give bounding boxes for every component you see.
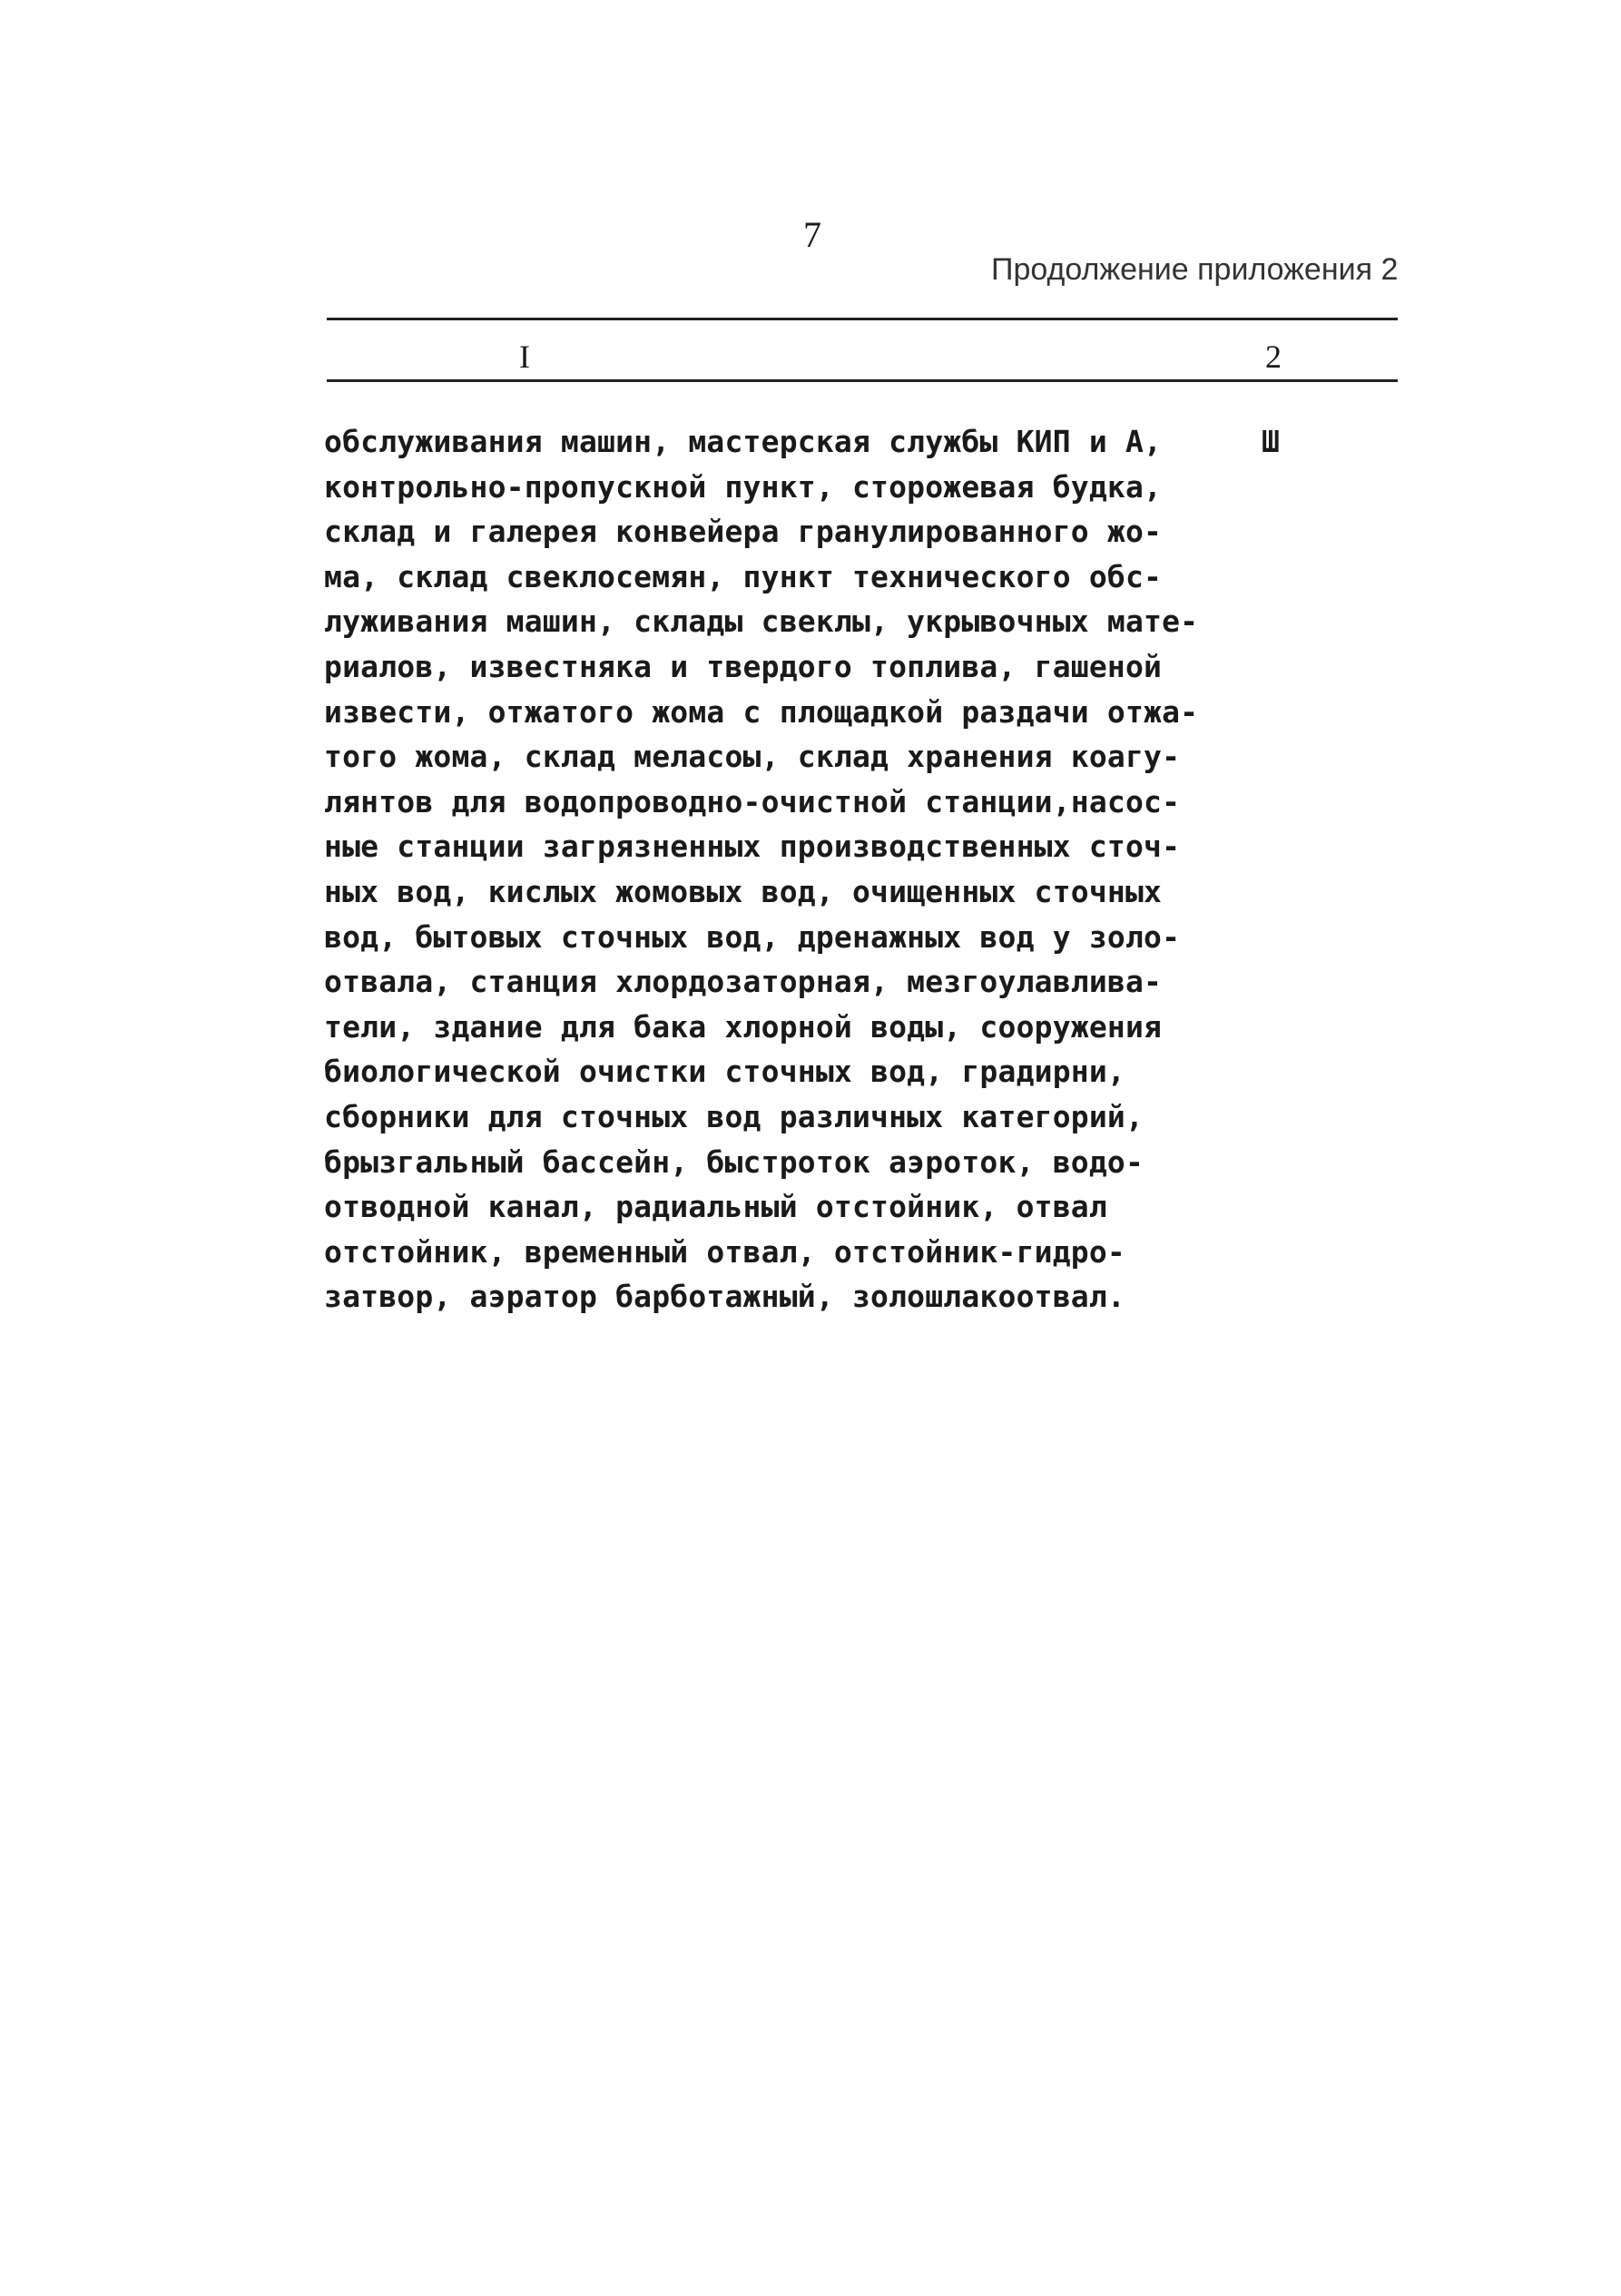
text-line: сборники для сточных вод различных категорий, (324, 1098, 1145, 1134)
text-line: того жома, склад меласоы, склад хранения коагу- (324, 739, 1181, 775)
text-line: тели, здание для бака хлорной воды, сооружения (324, 1008, 1163, 1045)
column-header-1: I (519, 339, 530, 375)
text-line: ма, склад свеклосемян, пункт технического обс- (324, 558, 1163, 594)
text-line: отвала, станция хлордозаторная, мезгоулавлива- (324, 964, 1163, 1000)
page-number: 7 (803, 214, 821, 255)
text-line: отстойник, временный отвал, отстойник-гидро- (324, 1233, 1125, 1270)
text-line: ные станции загрязненных производственных сточ- (324, 829, 1181, 865)
table-header-rule (327, 379, 1398, 382)
text-line: риалов, известняка и твердого топлива, гашеной (324, 648, 1163, 684)
text-line: биологической очистки сточных вод, градирни, (324, 1054, 1125, 1090)
table-top-rule (327, 318, 1398, 320)
text-line: извести, отжатого жома с площадкой раздачи отжа- (324, 693, 1199, 730)
text-line: обслуживания машин, мастерская службы КИП и А, (324, 424, 1163, 459)
text-line: брызгальный бассейн, быстроток аэроток, водо- (324, 1143, 1145, 1180)
text-line: вод, бытовых сточных вод, дренажных вод у золо- (324, 918, 1181, 955)
column-header-2: 2 (1265, 339, 1282, 375)
text-line: затвор, аэратор барботажный, золошлакоотвал. (324, 1279, 1125, 1315)
category-value: Ш (1262, 424, 1280, 459)
text-line: отводной канал, радиальный отстойник, отвал (324, 1189, 1107, 1225)
text-line: лянтов для водопроводно-очистной станции,насос- (324, 783, 1181, 819)
text-line: ных вод, кислых жомовых вод, очищенных сточных (324, 873, 1163, 909)
text-line: контрольно-пропускной пункт, сторожевая будка, (324, 468, 1163, 505)
text-line: луживания машин, склады свеклы, укрывочных мате- (324, 603, 1199, 640)
continuation-header: Продолжение приложения 2 (991, 252, 1399, 287)
table-row-text (324, 419, 1213, 1320)
text-line: склад и галерея конвейера гранулированного жо- (324, 514, 1163, 550)
